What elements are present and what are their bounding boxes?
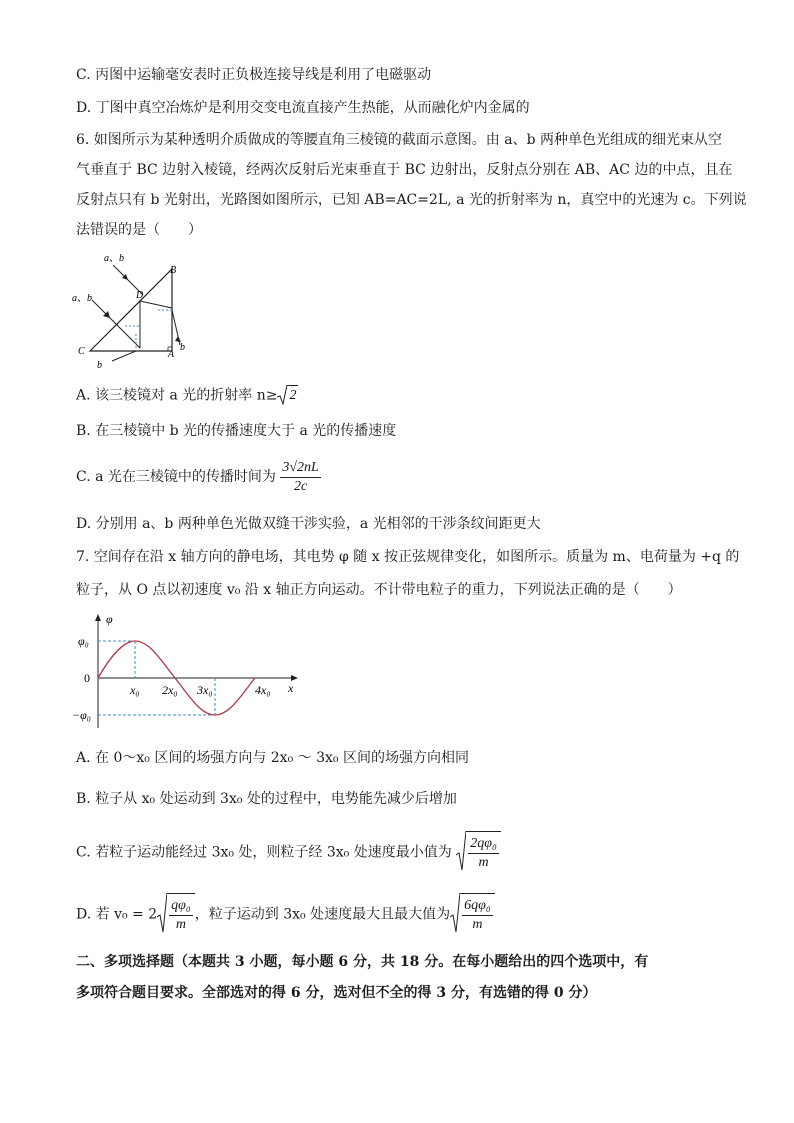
label-4x0: 4x₀ bbox=[255, 683, 271, 697]
potential-graph bbox=[72, 610, 312, 735]
label-D: D bbox=[136, 290, 144, 301]
label-ab-top: a、b bbox=[104, 253, 124, 264]
q6-text-line1: 6. 如图所示为某种透明介质做成的等腰直角三棱镜的截面示意图。由 a、b 两种单色光组成的细光束从空 bbox=[76, 132, 723, 148]
label-A: A bbox=[168, 349, 175, 360]
incident-ray-left bbox=[92, 300, 140, 348]
q6-option-b: B. 在三棱镜中 b 光的传播速度大于 a 光的传播速度 bbox=[76, 423, 397, 439]
radical-sign bbox=[456, 831, 466, 871]
q6-option-d: D. 分别用 a、b 两种单色光做双缝干涉实验，a 光相邻的干涉条纹间距更大 bbox=[76, 516, 541, 532]
prism-diagram bbox=[66, 248, 206, 378]
sqrt-2-radicand: 2 bbox=[287, 385, 298, 406]
q7-d-numerator2: 6qφ₀ bbox=[462, 897, 493, 916]
radical-sign bbox=[450, 893, 460, 933]
q7-c-numerator: 2qφ₀ bbox=[468, 835, 499, 854]
q7-d-denominator2: m bbox=[472, 916, 483, 932]
internal-ray-2 bbox=[140, 301, 172, 308]
q7-c-sqrt bbox=[456, 831, 501, 874]
radical-sign bbox=[277, 385, 287, 405]
q7-d-fraction2 bbox=[462, 897, 493, 934]
label-C: C bbox=[78, 346, 85, 357]
q7-option-a: A. 在 0～x₀ 区间的场强方向与 2x₀ ～ 3x₀ 区间的场强方向相同 bbox=[76, 750, 469, 766]
q7-option-c-text: C. 若粒子运动能经过 3x₀ 处，则粒子经 3x₀ 处速度最小值为 bbox=[76, 844, 452, 861]
option-d-prev: D. 丁图中真空冶炼炉是利用交变电流直接产生热能，从而融化炉内金属的 bbox=[76, 100, 530, 116]
q7-option-d bbox=[76, 893, 734, 936]
label-zero: 0 bbox=[84, 671, 90, 685]
option-c-prev: C. 丙图中运输毫安表时正负极连接导线是利用了电磁驱动 bbox=[76, 67, 432, 83]
q7-d-sqrt1 bbox=[157, 893, 195, 936]
q7-d-denominator1: m bbox=[175, 916, 187, 932]
q7-option-c bbox=[76, 831, 734, 874]
q6-option-a-text: A. 该三棱镜对 a 光的折射率 n≥ bbox=[76, 387, 278, 404]
q7-d-fraction1 bbox=[169, 897, 193, 934]
q6-text-line3: 反射点只有 b 光射出，光路图如图所示，已知 AB=AC=2L, a 光的折射率为 n，真空中的光速为 c。下列说 bbox=[76, 192, 747, 208]
q7-option-d-text: D. 若 v₀ = 2 bbox=[76, 906, 158, 923]
label-3x0: 3x₀ bbox=[197, 683, 213, 697]
q6-c-fraction bbox=[280, 459, 320, 496]
q6-text-line2: 气垂直于 BC 边射入棱镜，经两次反射后光束垂直于 BC 边射出，反射点分别在 AB、AC 边的中点，且在 bbox=[76, 162, 733, 178]
q7-d-numerator1: qφ₀ bbox=[169, 897, 193, 916]
label-B: B bbox=[170, 265, 177, 276]
q6-option-c bbox=[76, 458, 734, 496]
q6-text-line4: 法错误的是（ ） bbox=[76, 222, 202, 238]
label-x: x bbox=[288, 681, 294, 695]
exit-ray-bottom bbox=[112, 351, 136, 361]
label-b-right: b bbox=[180, 342, 185, 353]
sqrt-2 bbox=[277, 385, 298, 406]
label-phi0: φ₀ bbox=[78, 634, 89, 648]
q6-c-numerator: 3√2nL bbox=[280, 459, 320, 478]
q7-text-line1: 7. 空间存在沿 x 轴方向的静电场，其电势 φ 随 x 按正弦规律变化，如图所示。质量为 m、电荷量为 +q 的 bbox=[76, 549, 740, 565]
label-b-bottom: b bbox=[97, 360, 102, 371]
section2-heading-line1: 二、多项选择题（本题共 3 小题，每小题 6 分，共 18 分。在每小题给出的四个选项中，有 bbox=[76, 954, 649, 970]
section2-heading-line2: 多项符合题目要求。全部选对的得 6 分，选对但不全的得 3 分，有选错的得 0 分） bbox=[76, 985, 597, 1001]
q6-option-c-text: C. a 光在三棱镜中的传播时间为 bbox=[76, 469, 276, 485]
q7-c-denominator: m bbox=[478, 854, 489, 870]
radical-sign bbox=[157, 893, 167, 933]
label-neg-phi0: −φ₀ bbox=[72, 708, 91, 722]
q7-text-line2: 粒子，从 O 点以初速度 v₀ 沿 x 轴正方向运动。不计带电粒子的重力，下列说法正确的是（ ） bbox=[76, 582, 682, 598]
q7-option-b: B. 粒子从 x₀ 处运动到 3x₀ 处的过程中，电势能先减少后增加 bbox=[76, 791, 457, 807]
label-ab-left: a、b bbox=[72, 293, 92, 304]
q6-option-a bbox=[76, 385, 734, 406]
label-x0: x₀ bbox=[130, 683, 140, 697]
q7-c-fraction bbox=[468, 835, 499, 872]
label-2x0: 2x₀ bbox=[162, 683, 178, 697]
q6-c-denominator: 2c bbox=[294, 478, 308, 494]
q7-option-d-mid: ，粒子运动到 3x₀ 处速度最大且最大值为 bbox=[194, 906, 451, 923]
q7-d-sqrt2 bbox=[450, 893, 495, 936]
label-phi: φ bbox=[106, 612, 113, 626]
